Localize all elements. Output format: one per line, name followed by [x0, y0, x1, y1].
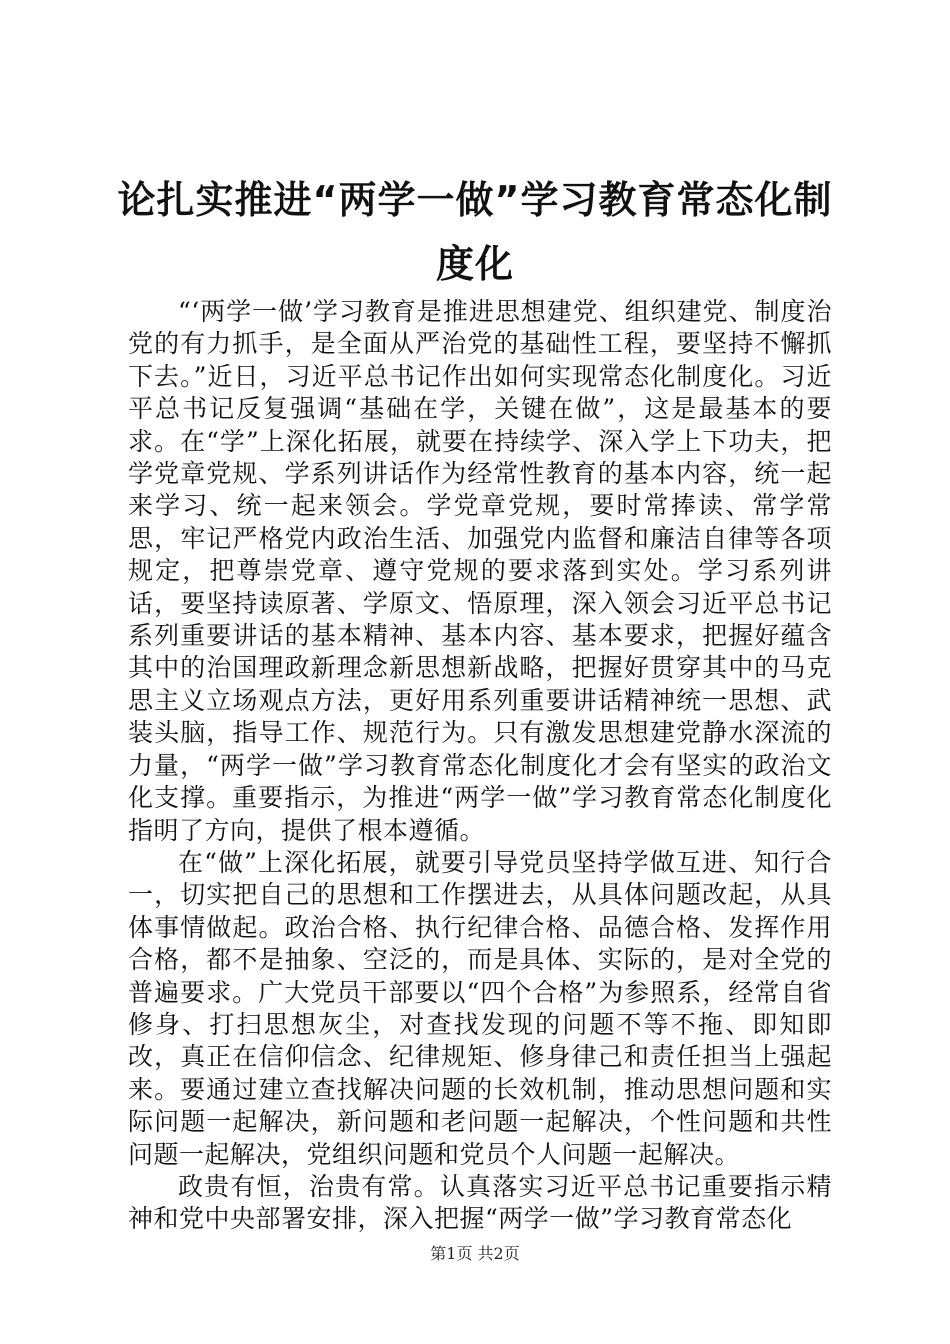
paragraph-3: 政贵有恒，治贵有常。认真落实习近平总书记重要指示精神和党中央部署安排，深入把握“两学一做”学习教育常态化: [128, 1171, 832, 1234]
paragraph-2: 在“做”上深化拓展，就要引导党员坚持学做互进、知行合一，切实把自己的思想和工作摆进去，从具体问题改起，从具体事情做起。政治合格、执行纪律合格、品德合格、发挥作用合格，都不是抽象、空泛的，而是具体、实际的，是对全党的普遍要求。广大党员干部要以“四个合格”为参照系，经常自省修身、打扫思想灰尘，对查找发现的问题不等不拖、即知即改，真正在信仰信念、纪律规矩、修身律己和责任担当上强起来。要通过建立查找解决问题的长效机制，推动思想问题和实际问题一起解决，新问题和老问题一起解决，个性问题和共性问题一起解决，党组织问题和党员个人问题一起解决。: [128, 847, 832, 1169]
page-footer: 第1页 共2页: [430, 1244, 520, 1263]
paragraph-1: “‘两学一做’学习教育是推进思想建党、组织建党、制度治党的有力抓手，是全面从严治党的基础性工程，要坚持不懈抓下去。”近日，习近平总书记作出如何实现常态化制度化。习近平总书记反复强调“基础在学，关键在做”，这是最基本的要求。在“学”上深化拓展，就要在持续学、深入学上下功夫，把学党章党规、学系列讲话作为经常性教育的基本内容，统一起来学习、统一起来领会。学党章党规，要时常捧读、常学常思，牢记严格党内政治生活、加强党内监督和廉洁自律等各项规定，把尊崇党章、遵守党规的要求落到实处。学习系列讲话，要坚持读原著、学原文、悟原理，深入领会习近平总书记系列重要讲话的基本精神、基本内容、基本要求，把握好蕴含其中的治国理政新理念新思想新战略，把握好贯穿其中的马克思主义立场观点方法，更好用系列重要讲话精神统一思想、武装头脑，指导工作、规范行为。只有激发思想建党静水深流的力量，“两学一做”学习教育常态化制度化才会有坚实的政治文化支撑。重要指示，为推进“两学一做”学习教育常态化制度化指明了方向，提供了根本遵循。: [128, 297, 832, 845]
document-title: 论扎实推进“两学一做”学习教育常态化制度化: [117, 178, 833, 286]
document-body: [128, 296, 832, 1236]
